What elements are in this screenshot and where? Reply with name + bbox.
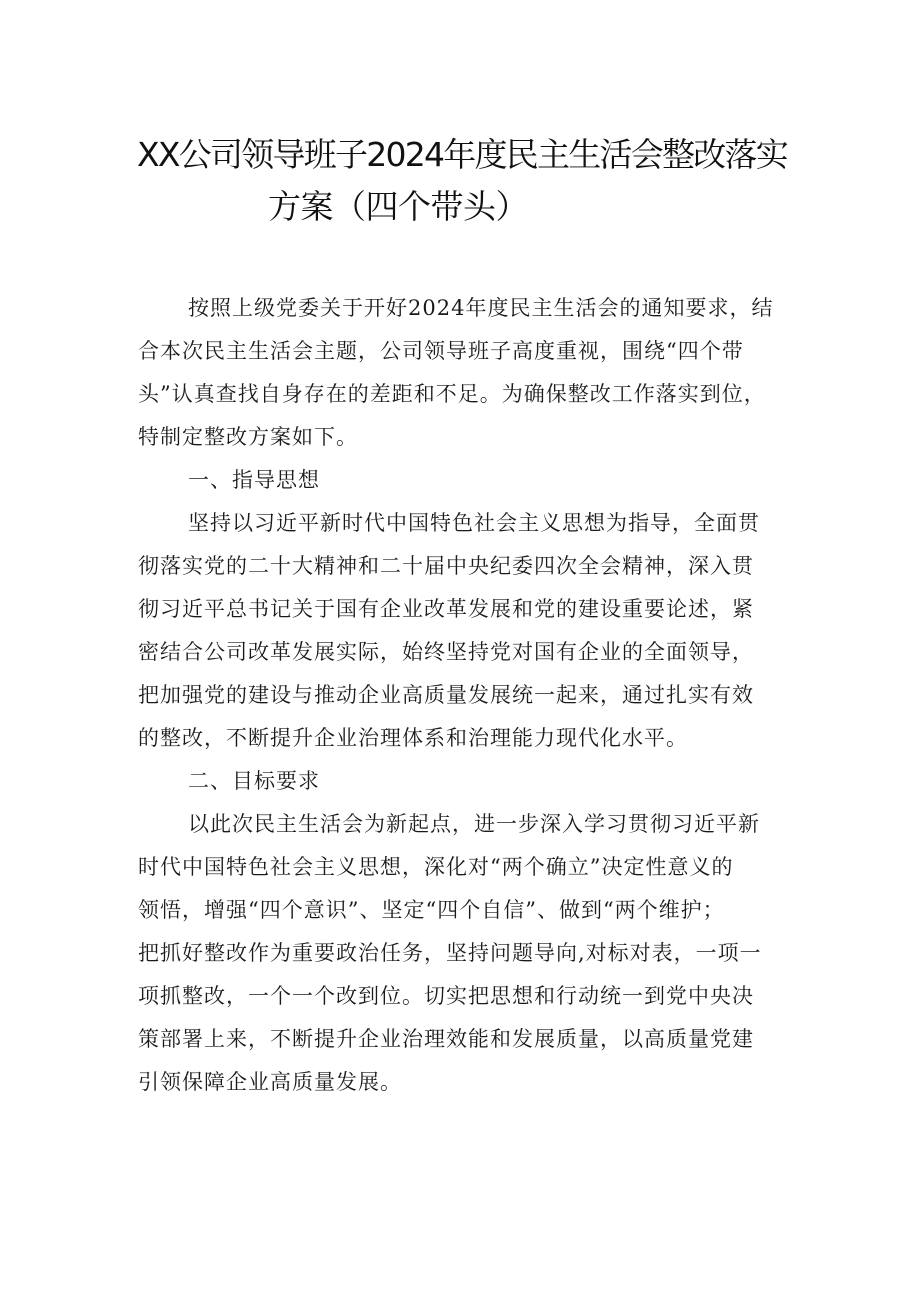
body-line: 时代中国特色社会主义思想，深化对“两个确立”决定性意义的 [138,855,734,879]
body-line: 按照上级党委关于开好2024年度民主生活会的通知要求，结 [188,296,774,320]
body-line: 头”认真查找自身存在的差距和不足。为确保整改工作落实到位， [138,382,766,406]
body-line: 特制定整改方案如下。 [138,425,358,449]
section-heading: 一、指导思想 [188,468,320,492]
section-heading: 二、目标要求 [188,769,320,793]
document-title-line-1: XX公司领导班子2024年度民主生活会整改落实 [137,135,787,174]
body-line: 彻落实党的二十大精神和二十届中央纪委四次全会精神，深入贯 [138,554,754,578]
body-line: 合本次民主生活会主题，公司领导班子高度重视，围绕“四个带 [138,339,744,363]
body-line: 密结合公司改革发展实际，始终坚持党对国有企业的全面领导， [138,640,754,664]
document-title-line-2: 方案（四个带头） [268,187,528,226]
body-line: 以此次民主生活会为新起点，进一步深入学习贯彻习近平新 [188,812,760,836]
body-line: 把加强党的建设与推动企业高质量发展统一起来，通过扎实有效 [138,683,754,707]
body-line: 策部署上来，不断提升企业治理效能和发展质量，以高质量党建 [138,1027,754,1051]
body-line: 引领保障企业高质量发展。 [138,1070,402,1094]
body-line: 的整改，不断提升企业治理体系和治理能力现代化水平。 [138,726,688,750]
body-line: 彻习近平总书记关于国有企业改革发展和党的建设重要论述，紧 [138,597,754,621]
body-line: 坚持以习近平新时代中国特色社会主义思想为指导，全面贯 [188,511,760,535]
body-line: 领悟，增强“四个意识”、坚定“四个自信”、做到“两个维护； [138,898,725,922]
body-line: 把抓好整改作为重要政治任务，坚持问题导向,对标对表，一项一 [138,941,762,965]
body-line: 项抓整改，一个一个改到位。切实把思想和行动统一到党中央决 [138,984,754,1008]
